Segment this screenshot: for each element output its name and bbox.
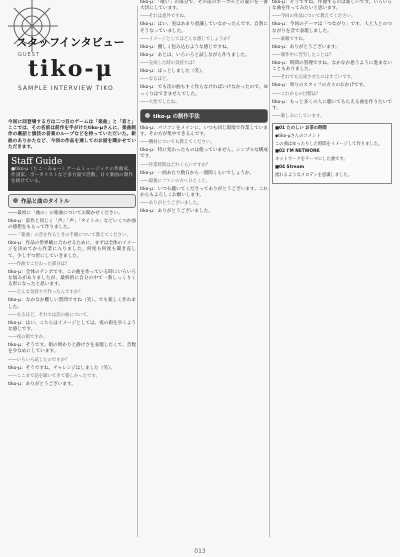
track-notes-heading: ■01 たのしい お茶の時間 — [275, 126, 327, 132]
section-heading-1-label: 作品と曲のタイトル — [21, 198, 70, 205]
question: ――制作中に苦労したことは？ — [272, 53, 334, 59]
interview-header — [8, 0, 136, 120]
page-number: 013 — [194, 548, 206, 555]
question: ――最後にファンの方へひとこと。 — [140, 178, 211, 184]
question: ――これからの目標は？ — [272, 91, 321, 97]
paragraph: tiko-μ：ほっとしました（笑）。 — [140, 69, 206, 75]
question: ――機材についても教えてください。 — [140, 140, 215, 146]
track-note: この曲はゆったりした時間をイメージして作りました。 — [275, 141, 383, 147]
paragraph: tiko-μ：作品の世界観に合わせるために、まずは全体のイメージを決めてから作業に入りました。何度も何度も聞き直して、少しずつ形にしていきました。 — [8, 241, 136, 259]
paragraph: tiko-μ：でも次の曲もすぐ作らなければいけなかったので、ゆっくりはできませんでした。 — [140, 85, 268, 97]
paragraph: tiko-μ：時間の管理ですね。なかなか思うように進まないこともありました。 — [272, 61, 392, 73]
paragraph: tiko-μ：一曲あたり数日から一週間くらいでしょうか。 — [140, 170, 255, 176]
question: ――夜の街ですか。 — [8, 335, 48, 341]
question: ――ここまで話を聞いてきて楽しかったです。 — [8, 373, 100, 379]
track-note: ■02 I'M NETWORK — [275, 149, 320, 155]
paragraph: tiko-μ：はい、実はあまり意識していなかったんです。自然にそうなっていました。 — [140, 22, 268, 34]
bullet-icon — [13, 198, 18, 203]
section-title: スタッフインタビュー — [16, 36, 125, 49]
paragraph: tiko-μ：あとは、いろいろと試しながら作りました。 — [140, 53, 250, 59]
column-divider — [269, 6, 270, 537]
paragraph: ――最初に「曲の」の楽曲についてお聞かせください。 — [8, 210, 123, 216]
paragraph: tiko-μ：そうです。街の明かりと静けさを表現したくて、音数を少なめにしています。 — [8, 343, 136, 355]
guest-label: GUEST — [18, 52, 40, 58]
staff-guide-band — [8, 154, 136, 191]
paragraph: tiko-μ：ありがとうございます。 — [272, 44, 340, 50]
column-1 — [8, 0, 136, 543]
question: ――作業時間はどれくらいですか？ — [140, 162, 211, 168]
guest-name: tiko-μ — [28, 56, 114, 82]
paragraph: tiko-μ：周りのスタッフの方々のおかげです。 — [272, 83, 368, 89]
paragraph: tiko-μ：「歌い」の部分で、その前のボーカルとの違いを一番大切にしています。 — [140, 0, 268, 12]
question: ――イメージとしてはどんな感じでしょうか？ — [140, 36, 233, 42]
paragraph: tiko-μ：優しく包み込むような感じですね。 — [140, 44, 232, 50]
section-heading-2-label: tiko-μ の制作手法 — [153, 113, 200, 120]
question: ――ありがとうございました。 — [140, 201, 202, 207]
bullet-icon — [145, 113, 150, 118]
track-note: ■04 Stream — [275, 165, 305, 171]
staff-guide-heading: Staff Guide — [11, 157, 63, 168]
paragraph: tiko-μ：全体のテンポです。この曲を作っている時にいろいろな悩みがありましたが、最終的に自分の中で一番しっくりくる形になったと思います。 — [8, 269, 136, 288]
paragraph: tiko-μ：今回のテーマは「つながり」です。人と人とのつながりを音で表現しました。 — [272, 22, 392, 34]
question: ――それは意外ですね。 — [140, 14, 189, 20]
paragraph: tiko-μ：はい、こちらはイメージとしては、夜の街を歩くような感じです。 — [8, 320, 136, 333]
question: ――なるほど。それでは次の曲について。 — [8, 312, 92, 318]
question: ――それでも完成させたのはすごいです。 — [272, 75, 356, 81]
question: ――「楽曲」の音を作るときの手順について教えてください。 — [8, 233, 131, 239]
question: ――いろいろ試したのですか？ — [8, 357, 70, 363]
paragraph: tiko-μ：なかなか難しい質問ですね（笑）。でも楽しく作れました。 — [8, 298, 136, 310]
paragraph: tiko-μ：前作と同じく「声」「声」「タイトル」などいくつか曲の感想をもらって作りました。 — [8, 218, 136, 231]
question: ――素敵ですね。 — [272, 36, 308, 42]
section-heading-1 — [8, 194, 136, 208]
paragraph: tiko-μ：ありがとうございます。 — [8, 381, 76, 387]
track-notes-box — [272, 123, 392, 184]
question: ――今回の作品について教えてください。 — [272, 14, 356, 20]
section-heading-2 — [140, 109, 268, 123]
column-2 — [140, 0, 268, 543]
column-3 — [272, 0, 392, 543]
paragraph: tiko-μ：特に変わったものは使っていません。シンプルな構成です。 — [140, 148, 268, 160]
paragraph: tiko-μ：いつも聴いてくださってありがとうございます。これからもよろしくお願いします。 — [140, 186, 268, 199]
staff-guide-text: ●tiko-μ（ちこ・みゅー）ゲームミュージックの作曲家、作詞家、ボーカリストなど多方面で活動。日々楽曲の制作を続けている。 — [11, 167, 133, 185]
track-note: 流れるようなメロディを意識しました。 — [275, 172, 352, 178]
paragraph: tiko-μ：そうですね。作曲するのは楽しいです。いろいろな曲を作ってみたいと思います。 — [272, 0, 392, 12]
track-note: ◆tiko-μさんのコメント — [275, 133, 321, 139]
question: ――なるほど。 — [140, 77, 171, 83]
paragraph: tiko-μ：そうですね。チャレンジはしました（笑）。 — [8, 365, 115, 371]
paragraph: tiko-μ：ありがとうございました。 — [140, 209, 213, 215]
track-note: ネットワークをテーマにした曲です。 — [275, 157, 348, 163]
question: ――完成した時の気持ちは？ — [140, 61, 198, 67]
guest-subtitle: SAMPLE INTERVIEW TIKO — [18, 85, 114, 92]
paragraph: tiko-μ：もっと多くの人に聴いてもらえる曲を作りたいです。 — [272, 99, 392, 111]
lead-paragraph: 今回に回登場する方は二つ目のゲームは「楽曲」と「音と」ここでは、その名前は前作を手がけたtiko-μさんに、楽曲制作の裏話と演技の音楽のループなどを持っていただいた。新曲のありかたなど、今回の作品を通してのお話を聞かせていただきます。 — [8, 120, 136, 150]
question: ――どんな気持ちで作ったんですか？ — [8, 290, 83, 296]
question: ――楽しみにしています。 — [272, 114, 325, 120]
question: ――大変でしたね。 — [140, 99, 180, 105]
question: ――作曲でこだわった部分は？ — [8, 261, 70, 267]
paragraph: tiko-μ：パソコンをメインに、いつも同じ環境で作業しています。その方が集中できるんです。 — [140, 125, 268, 138]
lead-text — [8, 120, 136, 151]
column-divider — [137, 6, 138, 537]
